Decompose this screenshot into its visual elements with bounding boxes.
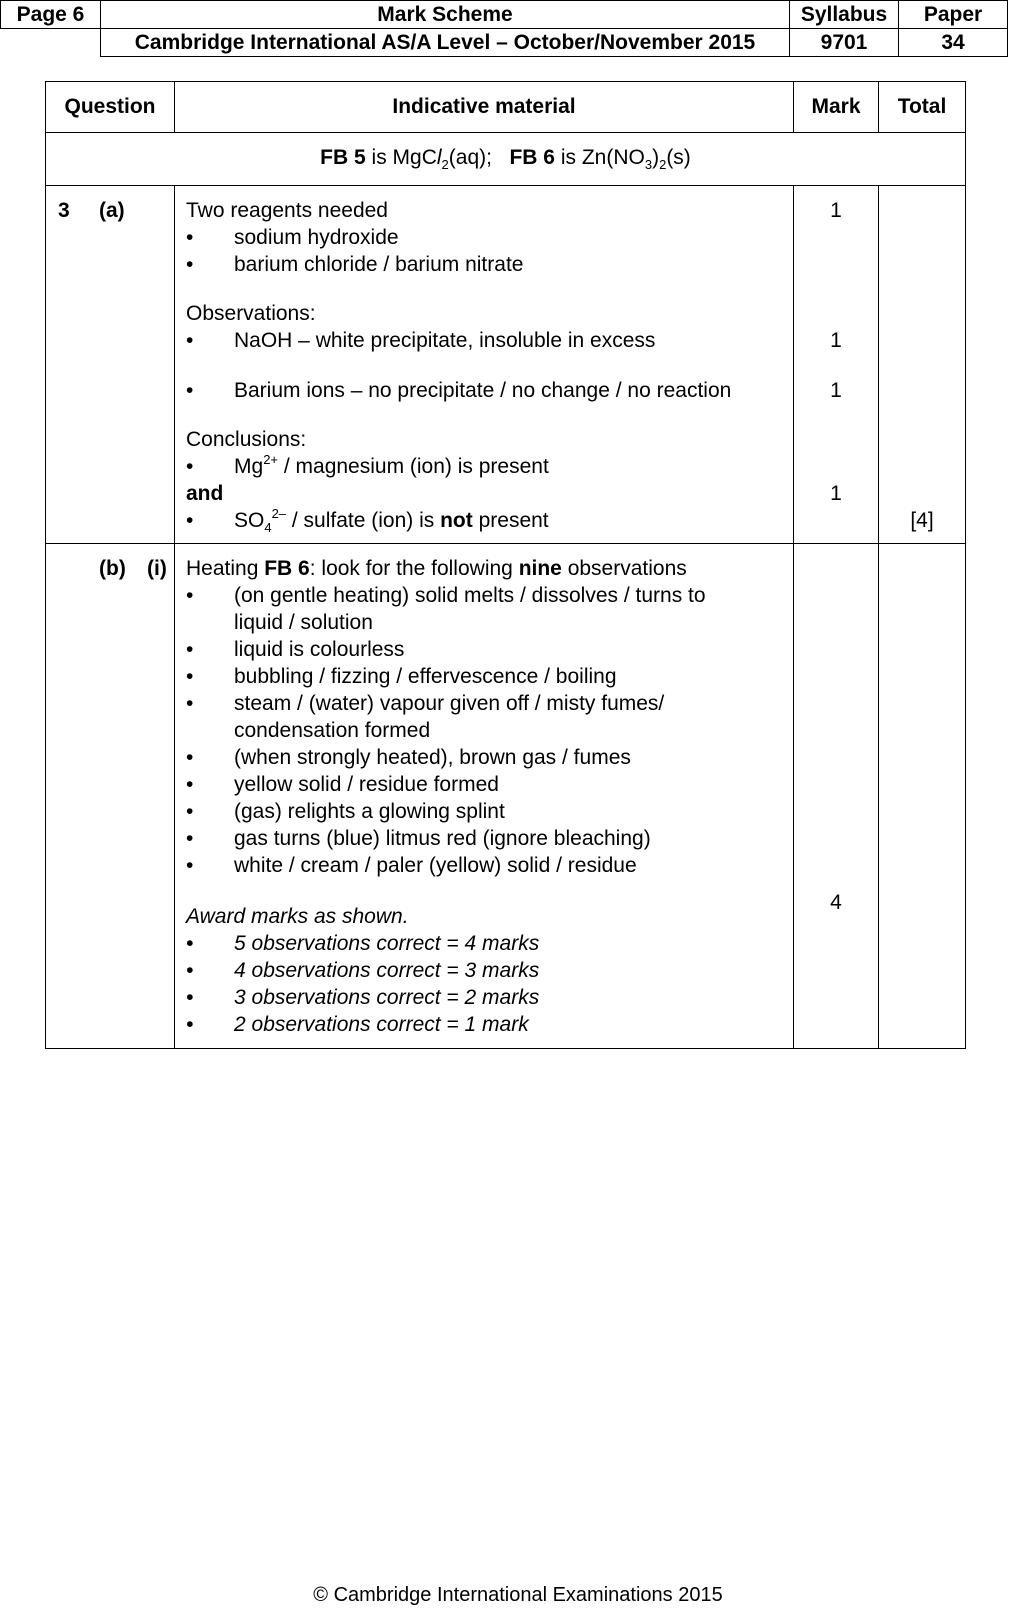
fb5-label: FB 5 — [320, 146, 366, 169]
mark-value: 1 — [830, 482, 842, 505]
observation-text: (gas) relights a glowing splint — [234, 800, 505, 823]
question-header: Question — [46, 82, 175, 133]
bullet: • — [186, 827, 194, 850]
mark-value: 4 — [830, 891, 842, 914]
mark-header: Mark — [794, 82, 879, 133]
observation-text: liquid is colourless — [234, 638, 405, 661]
question-part: (a) — [99, 199, 125, 222]
bullet: • — [186, 986, 194, 1009]
award-text: 3 observations correct = 2 marks — [234, 986, 540, 1009]
observation-text: bubbling / fizzing / effervescence / boiling — [234, 665, 617, 688]
total-value: [4] — [910, 509, 934, 532]
observation-text: yellow solid / residue formed — [234, 773, 499, 796]
heating-intro — [186, 557, 687, 581]
observation-text: liquid / solution — [234, 611, 373, 634]
header-table — [0, 0, 1008, 57]
mark-value: 1 — [830, 329, 842, 352]
conc2-bold: not — [440, 509, 473, 532]
reagent-text: sodium hydroxide — [234, 226, 399, 249]
fb6-close: ) — [652, 146, 660, 169]
observation-text: steam / (water) vapour given off / misty fumes/ — [234, 692, 665, 715]
document-title: Mark Scheme — [101, 1, 790, 29]
bullet: • — [186, 509, 194, 532]
material-header: Indicative material — [175, 82, 794, 133]
fb-identity-row — [46, 133, 966, 186]
material-3bi-cell — [175, 544, 794, 1049]
syllabus-code: 9701 — [790, 29, 899, 57]
conc1-post: / magnesium (ion) is present — [278, 455, 549, 478]
bullet: • — [186, 329, 194, 352]
conc2-mid: / sulfate (ion) is — [286, 509, 441, 532]
bullet: • — [186, 226, 194, 249]
bullet: • — [186, 665, 194, 688]
bullet: • — [186, 584, 194, 607]
page-number: Page 6 — [1, 1, 101, 29]
observations-title: Observations: — [186, 302, 316, 325]
intro-post: observations — [561, 557, 687, 580]
bullet: • — [186, 854, 194, 877]
bullet: • — [186, 746, 194, 769]
syllabus-label: Syllabus — [790, 1, 899, 29]
mark-3a-cell — [794, 186, 879, 544]
bullet: • — [186, 455, 194, 478]
conc2-pre: SO — [234, 509, 265, 532]
question-number: 3 — [58, 199, 70, 222]
copyright-footer: © Cambridge International Examinations 2015 — [313, 1584, 723, 1606]
award-text: 5 observations correct = 4 marks — [234, 932, 540, 955]
conc1-sup: 2+ — [263, 452, 279, 467]
paper-label: Paper — [899, 1, 1008, 29]
paper-number: 34 — [899, 29, 1008, 57]
observation-text: condensation formed — [234, 719, 431, 742]
intro-fb: FB 6 — [264, 557, 310, 580]
fb6-text: is Zn(NO — [555, 146, 645, 169]
fb6-sub2: 2 — [659, 157, 667, 172]
mark-scheme-table — [45, 81, 966, 1049]
total-header: Total — [879, 82, 966, 133]
intro-bold: nine — [518, 557, 562, 580]
conclusion-text — [234, 452, 549, 479]
bullet: • — [186, 932, 194, 955]
award-title: Award marks as shown. — [186, 905, 409, 928]
exam-title: Cambridge International AS/A Level – October/November 2015 — [101, 29, 790, 57]
question-part: (b) — [99, 557, 126, 580]
award-text: 4 observations correct = 3 marks — [234, 959, 540, 982]
conclusions-title: Conclusions: — [186, 428, 307, 451]
reagent-text: barium chloride / barium nitrate — [234, 253, 524, 276]
bullet: • — [186, 638, 194, 661]
bullet: • — [186, 800, 194, 823]
mark-3bi-cell — [794, 544, 879, 1049]
conc2-sub: 4 — [264, 520, 272, 535]
observation-text: (on gentle heating) solid melts / dissolves / turns to — [234, 584, 706, 607]
intro-mid: : look for the following — [309, 557, 519, 580]
fb6-label: FB 6 — [509, 146, 555, 169]
observation-text: white / cream / paler (yellow) solid / residue — [234, 854, 637, 877]
award-text: 2 observations correct = 1 mark — [234, 1013, 529, 1036]
mark-value: 1 — [830, 199, 842, 222]
fb6-s: (s) — [666, 146, 691, 169]
conc2-post: present — [472, 509, 549, 532]
fb5-sub: 2 — [441, 157, 449, 172]
observation-text: NaOH – white precipitate, insoluble in excess — [234, 329, 656, 352]
header-blank — [1, 29, 101, 57]
conclusion-text — [234, 506, 549, 535]
bullet: • — [186, 253, 194, 276]
bullet: • — [186, 692, 194, 715]
mark-value: 1 — [830, 379, 842, 402]
fb5-text: is MgC — [365, 146, 437, 169]
material-3a-cell — [175, 186, 794, 544]
bullet: • — [186, 1013, 194, 1036]
bullet: • — [186, 959, 194, 982]
question-subpart: (i) — [147, 557, 167, 580]
bullet: • — [186, 773, 194, 796]
total-3a-cell — [879, 186, 966, 544]
question-3bi-cell — [46, 544, 175, 1049]
and-text: and — [186, 482, 224, 505]
total-3bi-cell — [879, 544, 966, 1049]
question-3a-cell — [46, 186, 175, 544]
conc1-pre: Mg — [234, 455, 264, 478]
fb6-sub3: 3 — [644, 157, 653, 172]
observation-text: gas turns (blue) litmus red (ignore bleaching) — [234, 827, 651, 850]
fb5-aq: (aq); — [448, 146, 492, 169]
conc2-sup: 2– — [271, 506, 287, 521]
fb5-l: l — [436, 146, 442, 169]
intro-pre: Heating — [186, 557, 265, 580]
bullet: • — [186, 379, 194, 402]
reagents-title: Two reagents needed — [186, 199, 388, 222]
observation-text: (when strongly heated), brown gas / fumes — [234, 746, 631, 769]
observation-text: Barium ions – no precipitate / no change / no reaction — [234, 379, 732, 402]
